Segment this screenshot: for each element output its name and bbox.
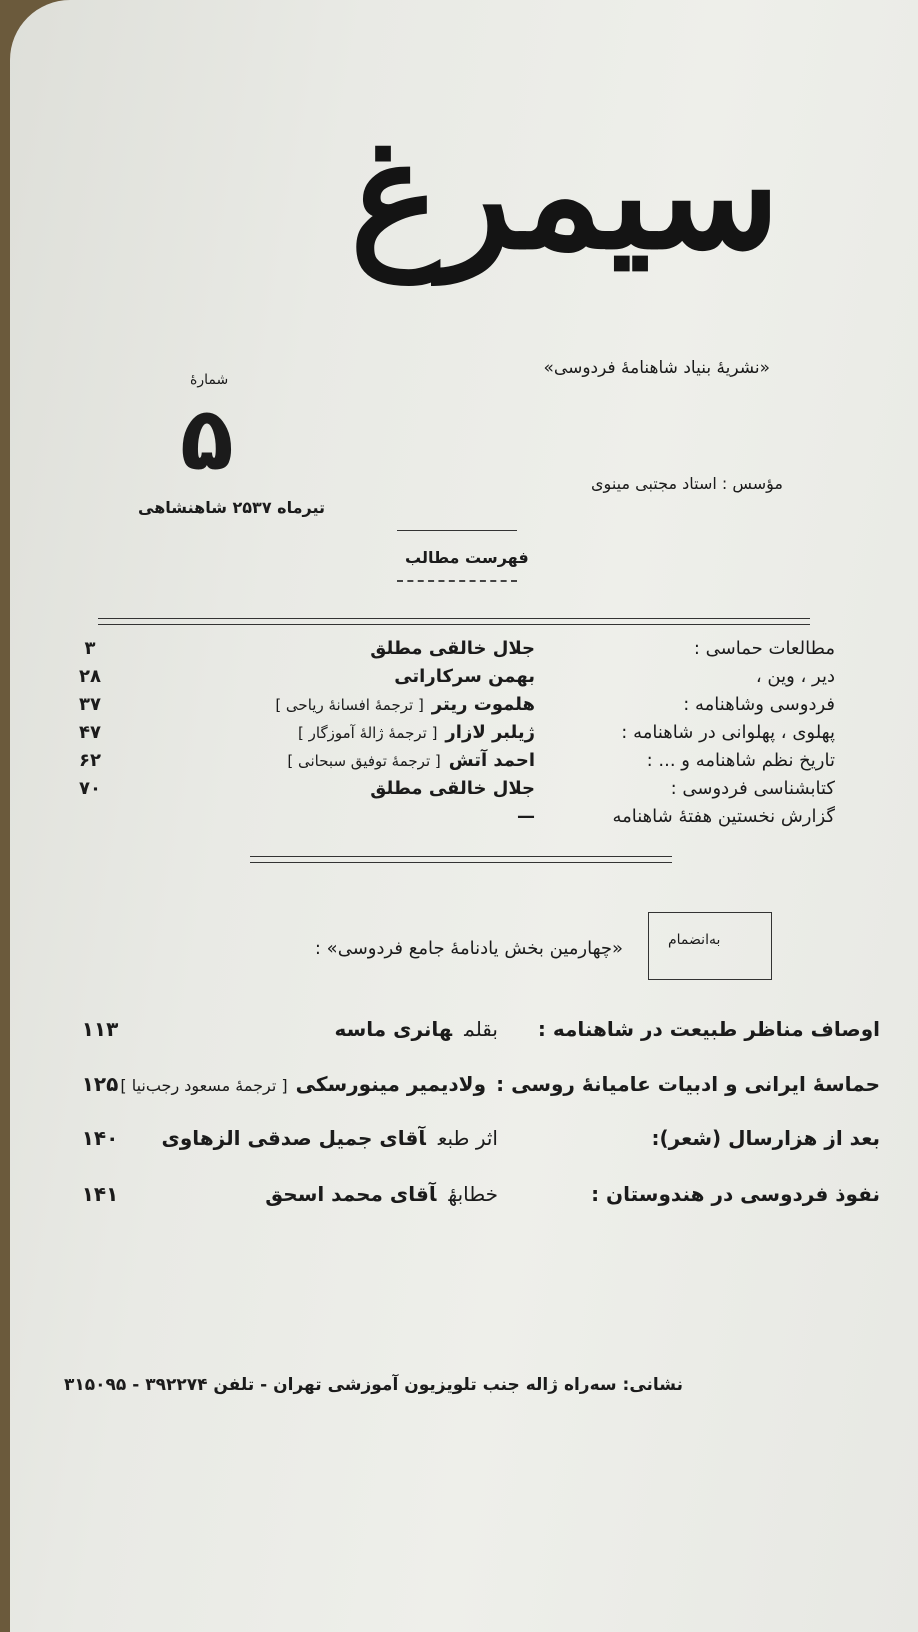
toc-author: جلال خالقی مطلق	[370, 778, 535, 799]
toc-page-number: ۷۰	[79, 778, 101, 799]
article-row	[70, 1182, 880, 1216]
toc-topic: مطالعات حماسی :	[693, 638, 835, 659]
journal-page	[10, 0, 918, 1632]
toc-author: احمد آتش[ ترجمهٔ توفیق سبحانی ]	[287, 750, 535, 771]
toc-entry	[70, 750, 835, 776]
article-author: خطابهٔآقای محمد اسحق	[265, 1182, 498, 1206]
toc-author: بهمن سرکاراتی	[394, 666, 535, 687]
toc-topic: پهلوی ، پهلوانی در شاهنامه :	[621, 722, 835, 743]
toc-topic: کتابشناسی فردوسی :	[670, 778, 835, 799]
issue-label: شمارهٔ	[190, 372, 229, 388]
toc-heading: فهرست مطالب	[405, 548, 529, 567]
toc-page-number: ۳۷	[79, 694, 101, 715]
article-topic: حماسهٔ ایرانی و ادبیات عامیانهٔ روسی :	[496, 1072, 880, 1096]
toc-topic: فردوسی وشاهنامه :	[683, 694, 835, 715]
article-page-number: ۱۴۱	[81, 1182, 119, 1206]
toc-entry	[70, 666, 835, 692]
toc-topic: تاریخ نظم شاهنامه و ... :	[646, 750, 835, 771]
toc-author: ژیلبر لازار[ ترجمهٔ ژالهٔ آموزگار ]	[298, 722, 535, 743]
appendix-title: «چهارمین بخش یادنامهٔ جامع فردوسی» :	[314, 938, 623, 959]
toc-entry	[70, 806, 835, 832]
toc-page-number: ۶۲	[79, 750, 101, 771]
article-author: بقلمهانری ماسه	[334, 1017, 498, 1041]
toc-entry	[70, 722, 835, 748]
article-row	[70, 1126, 880, 1160]
article-page-number: ۱۱۳	[81, 1017, 119, 1041]
issue-date: تیرماه ۲۵۳۷ شاهنشاهی	[138, 498, 325, 517]
issue-number: ۵	[180, 387, 234, 490]
toc-entry	[70, 694, 835, 720]
toc-topic: گزارش نخستین هفتهٔ شاهنامه	[612, 806, 835, 827]
address-line: نشانی: سه‌راه ژاله جنب تلویزیون آموزشی تهران - تلفن ۳۹۲۲۷۴ - ۳۱۵۰۹۵	[64, 1375, 683, 1395]
toc-author: —	[517, 806, 535, 827]
article-author: اثر طبعآقای جمیل صدقی الزهاوی	[161, 1126, 498, 1150]
toc-rule-top-1	[98, 618, 810, 619]
journal-subtitle: «نشریهٔ بنیاد شاهنامهٔ فردوسی»	[543, 358, 770, 378]
toc-rule-bottom-2	[250, 862, 672, 863]
toc-entry	[70, 638, 835, 664]
article-row	[70, 1017, 880, 1051]
heading-rule-bottom	[397, 580, 517, 582]
founder-line: مؤسس : استاد مجتبی مینوی	[591, 474, 783, 493]
toc-topic: دیر ، وین ،	[755, 666, 835, 687]
appendix-label: به‌انضمام	[668, 932, 721, 948]
article-topic: بعد از هزارسال (شعر):	[651, 1126, 880, 1150]
toc-entry	[70, 778, 835, 804]
toc-rule-top-2	[98, 624, 810, 625]
toc-page-number: ۳	[84, 638, 96, 659]
article-topic: نفوذ فردوسی در هندوستان :	[591, 1182, 880, 1206]
toc-rule-bottom-1	[250, 856, 672, 857]
toc-page-number: ۴۷	[79, 722, 101, 743]
article-page-number: ۱۲۵	[81, 1072, 119, 1096]
article-topic: اوصاف مناظر طبیعت در شاهنامه :	[537, 1017, 880, 1041]
toc-page-number: ۲۸	[79, 666, 101, 687]
article-row	[70, 1072, 880, 1106]
journal-logo: سیمرغ	[350, 107, 780, 283]
toc-author: جلال خالقی مطلق	[370, 638, 535, 659]
article-author: ولادیمیر مینورسکی[ ترجمهٔ مسعود رجب‌نیا ]	[120, 1072, 486, 1096]
heading-rule-top	[397, 530, 517, 531]
article-page-number: ۱۴۰	[81, 1126, 119, 1150]
toc-author: هلموت ریتر[ ترجمهٔ افسانهٔ ریاحی ]	[275, 694, 535, 715]
